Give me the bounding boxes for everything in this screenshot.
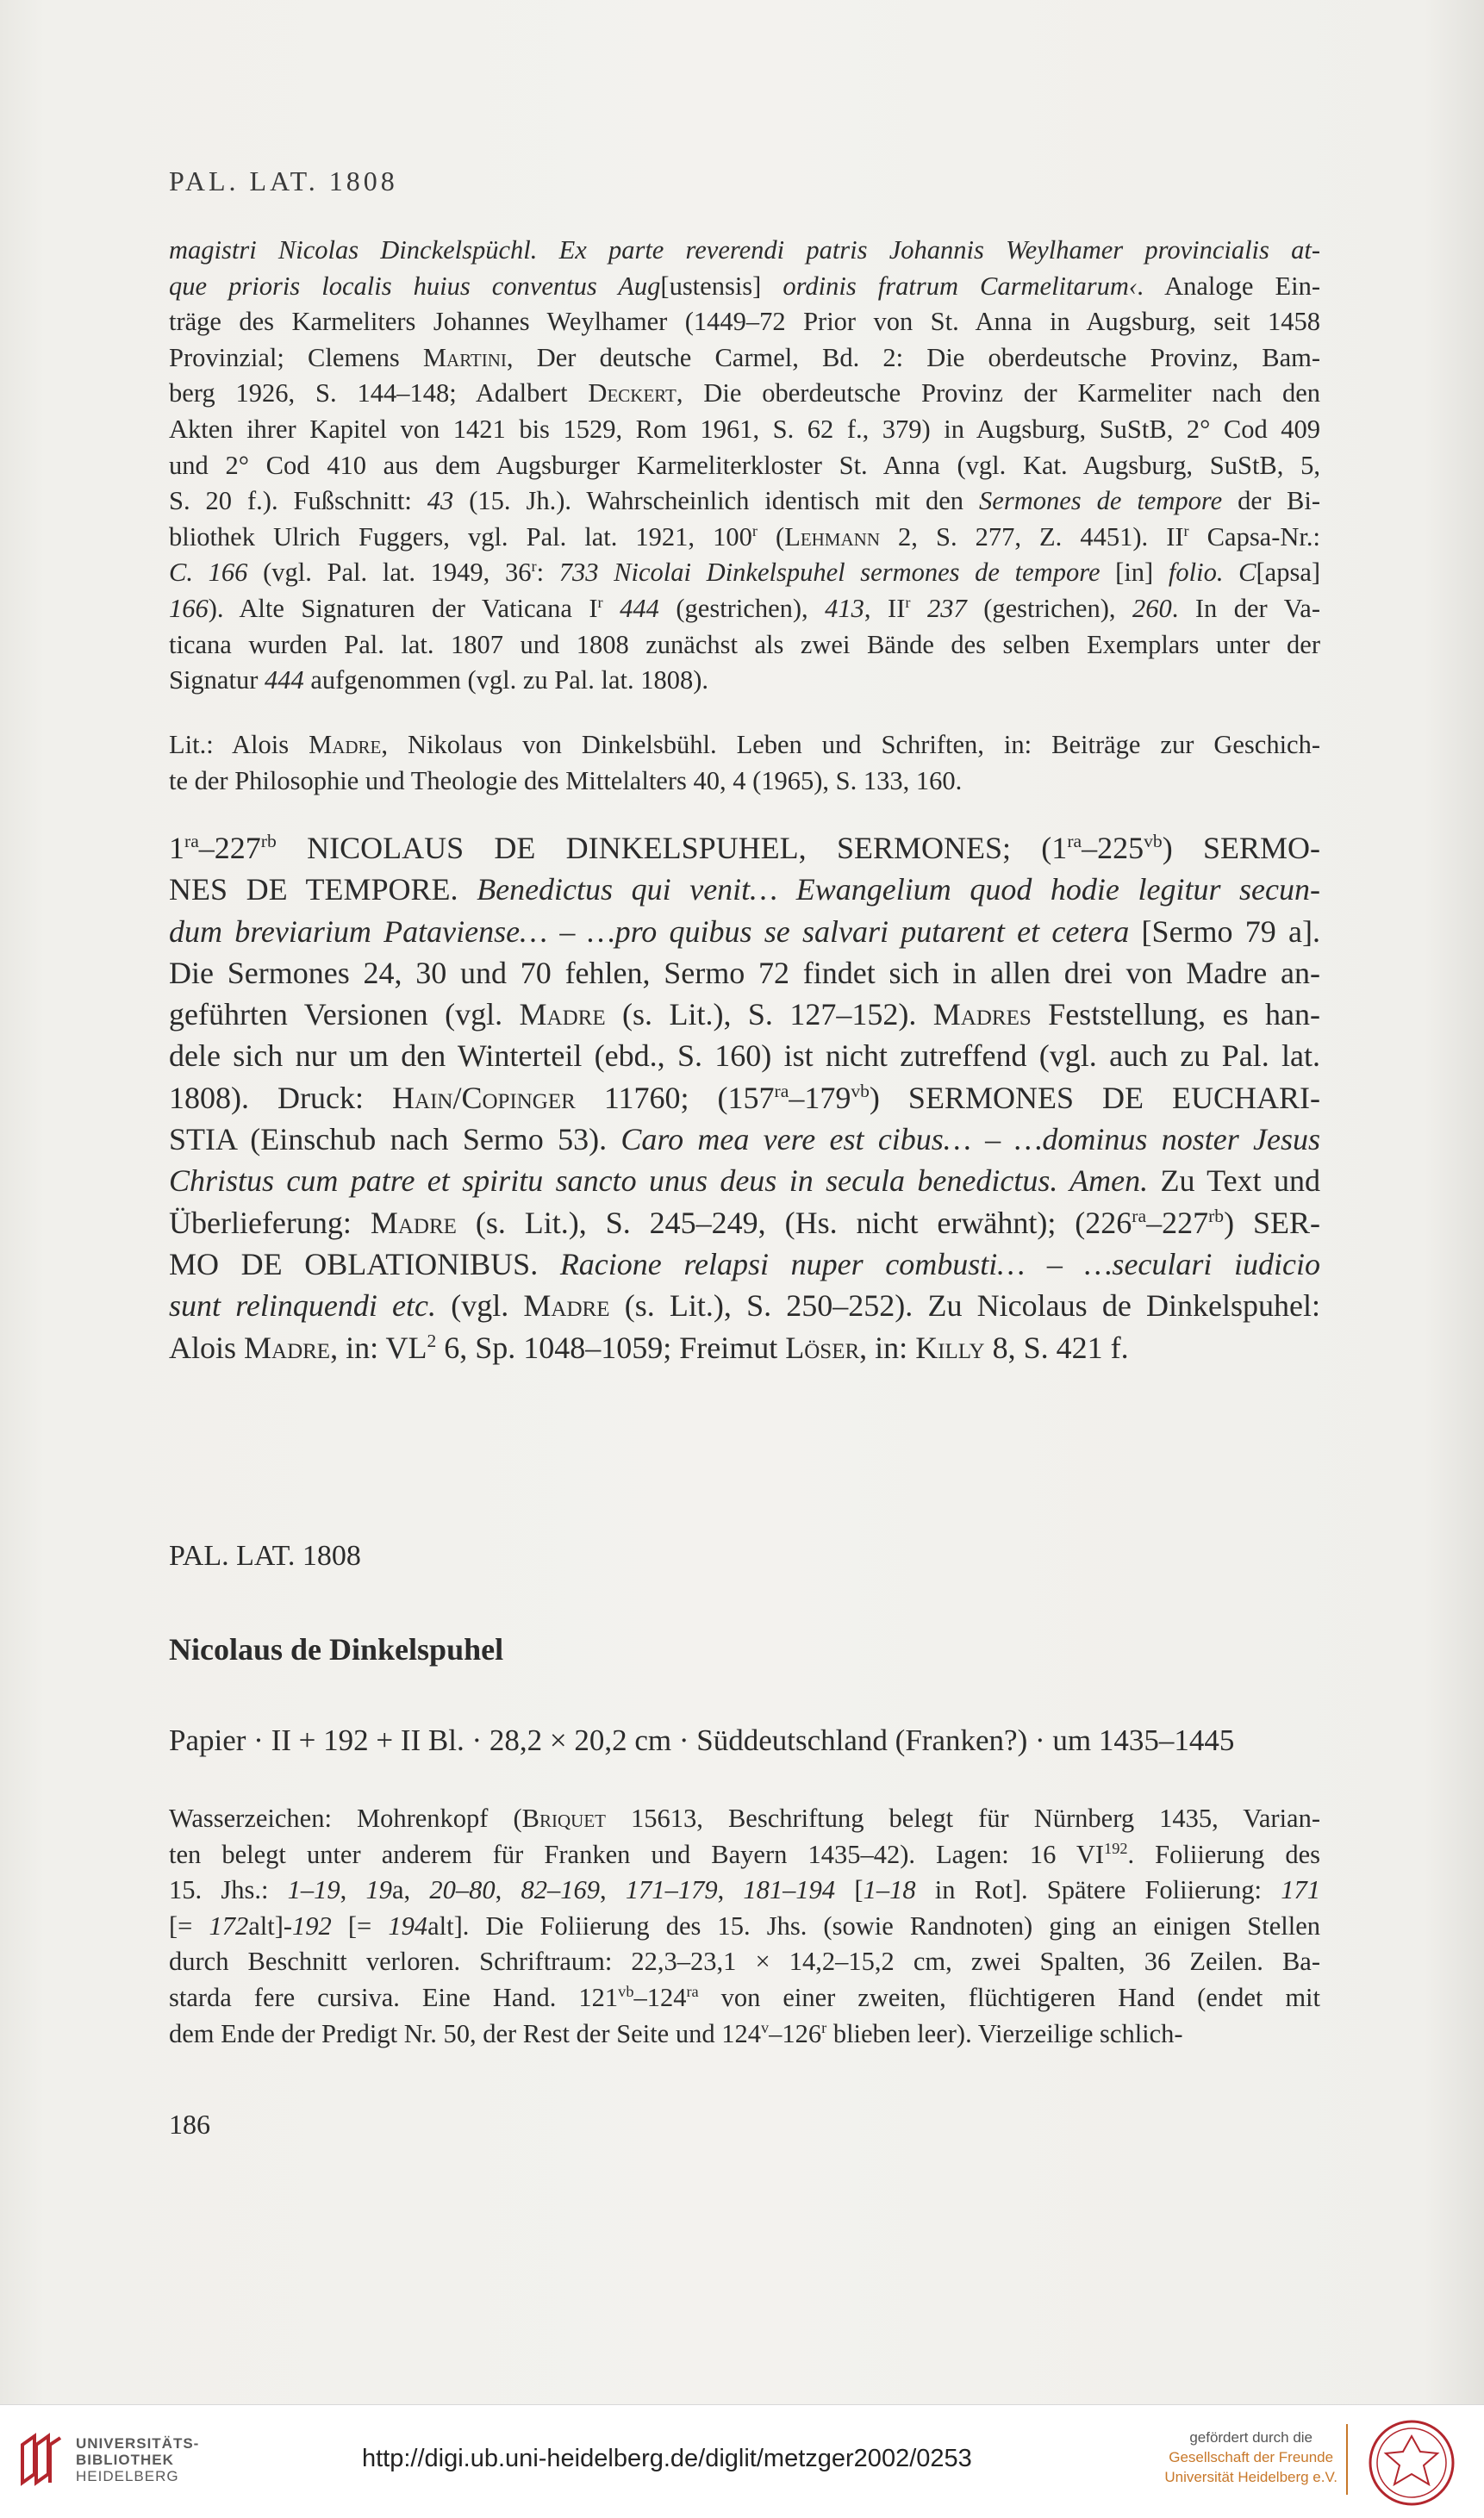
text-line: 1808). Druck: Hain/Copinger 11760; $(157^{ra}-179^{vb})$ SERMONES DE EUCHARI- — [169, 1080, 1320, 1115]
text-line: te der Philosophie und Theologie des Mittelalters 40, 4 (1965), S. 133, 160. — [169, 765, 963, 795]
permalink-url[interactable]: http://digi.ub.uni-heidelberg.de/diglit/metzger2002/0253 — [362, 2445, 972, 2472]
text-line: Die Sermones 24, 30 und 70 fehlen, Sermo 72 findet sich in allen drei von Madre an- — [169, 955, 1320, 990]
funding-note: gefördert durch die Gesellschaft der Freunde Universität Heidelberg e.V. — [1164, 2429, 1337, 2485]
text-line: Provinzial; Clemens Martini, Der deutsche Carmel, Bd. 2: Die oberdeutsche Provinz, Bam- — [169, 342, 1320, 372]
contents-description — [169, 827, 1320, 1368]
text-line: Lit.: Alois Madre, Nikolaus von Dinkelsbühl. Leben und Schriften, in: Beiträge zur Geschich- — [169, 730, 1320, 759]
text-line: dum breviarium Pataviense… – …pro quibus se salvari putarent et cetera [Sermo 79 a]. — [169, 913, 1320, 949]
text-line: Wasserzeichen: Mohrenkopf (Briquet 15613, Beschriftung belegt für Nürnberg 1435, Varian- — [169, 1804, 1320, 1833]
text-line: [= 172alt]-192 [= 194alt]. Die Foliierung des 15. Jhs. (sowie Randnoten) ging an einigen Stellen — [169, 1910, 1321, 1941]
text-line: dele sich nur um den Winterteil (ebd., S. 160) ist nicht zutreffend (vgl. auch zu Pal. lat. — [169, 1038, 1320, 1074]
text-line: Akten ihrer Kapitel von 1421 bis 1529, Rom 1961, S. 62 f., 379) in Augsburg, SuStB, 2° Cod 409 — [169, 414, 1320, 444]
text-line: ticana wurden Pal. lat. 1807 und 1808 zunächst als zwei Bände des selben Exemplars unter der — [169, 629, 1320, 659]
codicological-description — [169, 1801, 1320, 2052]
entry-shelfmark: PAL. LAT. 1808 — [169, 1540, 361, 1572]
text-line: 15. Jhs.: 1–19, 19a, 20–80, 82–169, 171–179, 181–194 [1–18 in Rot]. Spätere Foliierung: 171 — [169, 1875, 1320, 1905]
text-line: que prioris localis huius conventus Aug[ustensis] ordinis fratrum Carmelitarum‹. Analoge Ein- — [169, 271, 1320, 301]
text-line: berg 1926, S. 144–148; Adalbert Deckert, Die oberdeutsche Provinz der Karmeliter nach den — [169, 378, 1320, 408]
text-line: dem Ende der Predigt Nr. 50, der Rest der Seite und 124$^v$–126$^r$ blieben leer). Vierzeilige schlich- — [169, 2018, 1183, 2048]
text-line: sunt relinquendi etc. (vgl. Madre (s. Lit.), S. 250–252). Zu Nicolaus de Dinkelspuhel: — [169, 1288, 1321, 1324]
page-number: 186 — [169, 2109, 210, 2140]
literature-note — [169, 727, 1320, 799]
text-line: durch Beschnitt verloren. Schriftraum: 22,3–23,1 × 14,2–15,2 cm, zwei Spalten, 36 Zeilen. Ba- — [169, 1947, 1320, 1977]
text-line: C. 166 (vgl. Pal. lat. 1949, 36$^r$: 733 Nicolai Dinkelspuhel sermones de tempore [in] folio. C[apsa] — [169, 558, 1321, 588]
text-line: magistri Nicolas Dinckelspüchl. Ex parte reverendi patris Johannis Weylhamer provincialis at- — [169, 235, 1320, 265]
text-line: $1^{ra}-227^{rb}$ NICOLAUS DE DINKELSPUHEL, SERMONES; $(1^{ra}-225^{vb})$ SERMO- — [169, 831, 1320, 865]
entry-title: Nicolaus de Dinkelspuhel — [169, 1632, 504, 1667]
text-line: bliothek Ulrich Fuggers, vgl. Pal. lat. 1921, 100$^r$ (Lehmann 2, S. 277, Z. 4451). $II^r$ Capsa-Nr.: — [169, 521, 1320, 552]
text-line: geführten Versionen (vgl. Madre (s. Lit.), S. 127–152). Madres Feststellung, es han- — [169, 997, 1321, 1032]
divider — [1346, 2424, 1348, 2495]
text-line: MO DE OBLATIONIBUS. Racione relapsi nuper combusti… – …seculari iudicio — [169, 1246, 1320, 1281]
previous-entry-text — [169, 233, 1320, 699]
text-line: Alois Madre, in: $VL^2$ 6, Sp. 1048–1059; Freimut Löser, in: Killy 8, S. 421 f. — [169, 1330, 1129, 1365]
text-line: S. 20 f.). Fußschnitt: 43 (15. Jh.). Wahrscheinlich identisch mit den Sermones de tempore der Bi- — [169, 486, 1320, 516]
text-line: STIA (Einschub nach Sermo 53). Caro mea vere est cibus… – …dominus noster Jesus — [169, 1122, 1321, 1157]
text-line: starda fere cursiva. Eine Hand. $121^{vb}-124^{ra}$ von einer zweiten, flüchtigeren Hand (endet mit — [169, 1982, 1320, 2012]
library-name: UNIVERSITÄTS- BIBLIOTHEK HEIDELBERG — [76, 2435, 200, 2484]
text-line: und 2° Cod 410 aus dem Augsburger Karmeliterkloster St. Anna (vgl. Kat. Augsburg, SuStB, 5, — [169, 450, 1320, 480]
digitization-footer — [0, 2404, 1484, 2518]
text-line: träge des Karmeliters Johannes Weylhamer (1449–72 Prior von St. Anna in Augsburg, seit 1458 — [169, 307, 1320, 337]
text-line: 166). Alte Signaturen der Vaticana $I^r$ 444 (gestrichen), 413, $II^r$ 237 (gestrichen), 260. In der Va- — [169, 593, 1320, 623]
text-line: Überlieferung: Madre (s. Lit.), S. 245–249, (Hs. nicht erwähnt); $(226^{ra}-227^{rb})$ SER- — [169, 1205, 1321, 1240]
text-line: NES DE TEMPORE. Benedictus qui venit… Ewangelium quod hodie legitur secun- — [169, 872, 1321, 907]
text-line: Christus cum patre et spiritu sancto unus deus in secula benedictus. Amen. Zu Text und — [169, 1163, 1321, 1199]
physical-description: Papier · II + 192 + II Bl. · 28,2 × 20,2 cm · Süddeutschland (Franken?) · um 1435–1445 — [169, 1723, 1235, 1757]
library-logo-icon — [16, 2431, 64, 2488]
running-head: PAL. LAT. 1808 — [169, 165, 398, 196]
university-seal-icon — [1363, 2417, 1460, 2509]
text-line: ten belegt unter anderem für Franken und Bayern 1435–42). Lagen: 16 VI$^{192}$. Foliierung des — [169, 1839, 1320, 1869]
text-line: Signatur 444 aufgenommen (vgl. zu Pal. lat. 1808). — [169, 665, 708, 695]
